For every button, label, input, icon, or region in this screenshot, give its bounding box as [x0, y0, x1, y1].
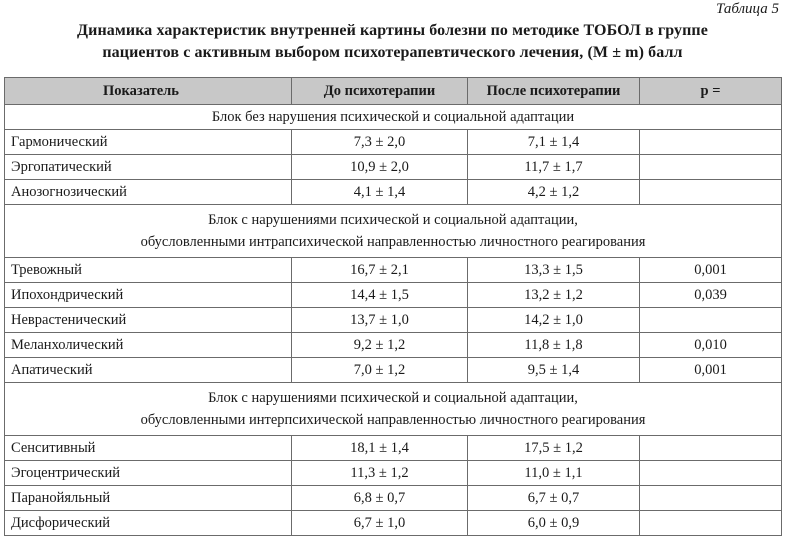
- value-after: 11,8 ± 1,8: [468, 333, 640, 358]
- value-after: 4,2 ± 1,2: [468, 180, 640, 205]
- indicator-name: Эгоцентрический: [5, 461, 292, 486]
- indicator-name: Неврастенический: [5, 308, 292, 333]
- value-after: 14,2 ± 1,0: [468, 308, 640, 333]
- value-before: 6,8 ± 0,7: [292, 486, 468, 511]
- block-header-row: [5, 383, 782, 436]
- block-title-line: Блок с нарушениями психической и социальной адаптации,: [208, 212, 578, 228]
- value-after: 13,2 ± 1,2: [468, 283, 640, 308]
- indicator-name: Меланхолический: [5, 333, 292, 358]
- value-after: 11,0 ± 1,1: [468, 461, 640, 486]
- value-after: 6,7 ± 0,7: [468, 486, 640, 511]
- value-after: 7,1 ± 1,4: [468, 130, 640, 155]
- table-title-line: Динамика характеристик внутренней картины болезни по методике ТОБОЛ в группе: [77, 22, 708, 39]
- value-before: 13,7 ± 1,0: [292, 308, 468, 333]
- value-after: 13,3 ± 1,5: [468, 258, 640, 283]
- indicator-name: Эргопатический: [5, 155, 292, 180]
- table-header-row: [5, 78, 782, 105]
- table-row: [5, 436, 782, 461]
- value-after: 11,7 ± 1,7: [468, 155, 640, 180]
- value-after: 9,5 ± 1,4: [468, 358, 640, 383]
- block-title-line: Блок с нарушениями психической и социальной адаптации,: [208, 390, 578, 406]
- table-row: [5, 461, 782, 486]
- indicator-name: Паранойяльный: [5, 486, 292, 511]
- value-before: 18,1 ± 1,4: [292, 436, 468, 461]
- value-before: 16,7 ± 2,1: [292, 258, 468, 283]
- value-before: 10,9 ± 2,0: [292, 155, 468, 180]
- p-value: 0,001: [640, 358, 782, 383]
- header-p-value: p =: [640, 78, 782, 105]
- p-value: [640, 461, 782, 486]
- table-row: [5, 180, 782, 205]
- p-value: [640, 180, 782, 205]
- table-row: [5, 308, 782, 333]
- table-row: [5, 333, 782, 358]
- value-before: 14,4 ± 1,5: [292, 283, 468, 308]
- value-before: 9,2 ± 1,2: [292, 333, 468, 358]
- table-row: [5, 486, 782, 511]
- indicator-name: Апатический: [5, 358, 292, 383]
- p-value: [640, 130, 782, 155]
- value-after: 17,5 ± 1,2: [468, 436, 640, 461]
- p-value: 0,001: [640, 258, 782, 283]
- results-table: [4, 77, 782, 536]
- value-after: 6,0 ± 0,9: [468, 511, 640, 536]
- table-row: [5, 258, 782, 283]
- block-header-row: [5, 105, 782, 130]
- indicator-name: Дисфорический: [5, 511, 292, 536]
- p-value: 0,039: [640, 283, 782, 308]
- value-before: 4,1 ± 1,4: [292, 180, 468, 205]
- indicator-name: Сенситивный: [5, 436, 292, 461]
- block-title: [5, 205, 782, 258]
- table-row: [5, 130, 782, 155]
- table-row: [5, 283, 782, 308]
- table-row: [5, 155, 782, 180]
- p-value: [640, 511, 782, 536]
- indicator-name: Гармонический: [5, 130, 292, 155]
- table-row: [5, 358, 782, 383]
- p-value: [640, 155, 782, 180]
- indicator-name: Анозогнозический: [5, 180, 292, 205]
- table-number-caption: Таблица 5: [716, 1, 779, 17]
- p-value: 0,010: [640, 333, 782, 358]
- block-title: [5, 383, 782, 436]
- value-before: 6,7 ± 1,0: [292, 511, 468, 536]
- table-title-line: пациентов с активным выбором психотерапевтического лечения, (M ± m) балл: [102, 44, 683, 61]
- table-title: [0, 20, 785, 64]
- header-indicator: Показатель: [5, 78, 292, 105]
- indicator-name: Тревожный: [5, 258, 292, 283]
- value-before: 7,3 ± 2,0: [292, 130, 468, 155]
- block-title-line: обусловленными интерпсихической направленностью личностного реагирования: [140, 412, 646, 428]
- table-row: [5, 511, 782, 536]
- block-title-line: Блок без нарушения психической и социальной адаптации: [211, 109, 575, 125]
- indicator-name: Ипохондрический: [5, 283, 292, 308]
- value-before: 7,0 ± 1,2: [292, 358, 468, 383]
- header-before-therapy: До психотерапии: [292, 78, 468, 105]
- value-before: 11,3 ± 1,2: [292, 461, 468, 486]
- block-header-row: [5, 205, 782, 258]
- p-value: [640, 486, 782, 511]
- p-value: [640, 308, 782, 333]
- block-title-line: обусловленными интрапсихической направленностью личностного реагирования: [140, 234, 646, 250]
- header-after-therapy: После психотерапии: [468, 78, 640, 105]
- block-title: [5, 105, 782, 130]
- p-value: [640, 436, 782, 461]
